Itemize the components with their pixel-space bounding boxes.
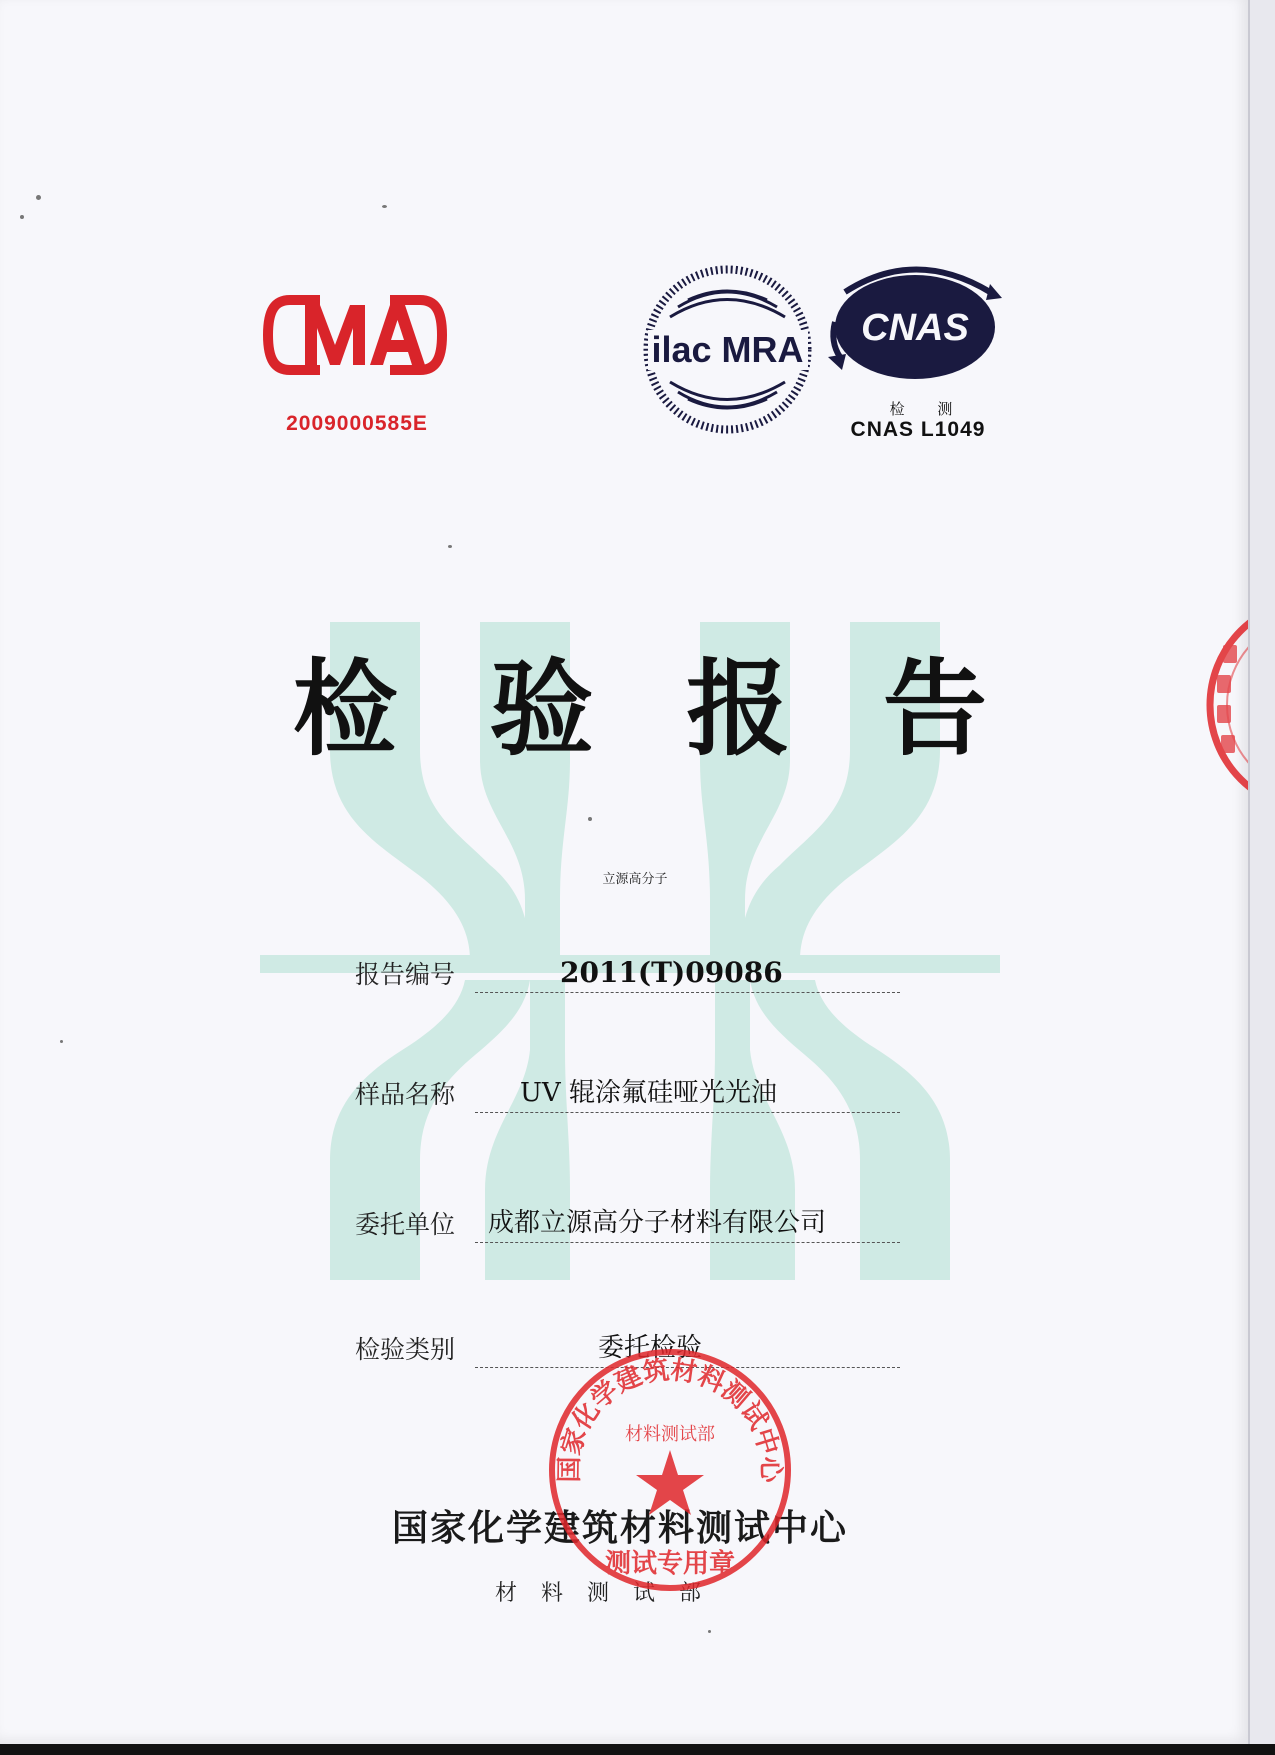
stamp-text: 国家化学建筑材料测试中心 <box>554 1355 786 1483</box>
field-value: UV 辊涂氟硅哑光光油 <box>520 1078 777 1108</box>
field-label: 报告编号 <box>355 960 456 989</box>
title-char: 告 <box>882 647 987 770</box>
cnas-text: CNAS <box>861 307 969 349</box>
field-label: 委托单位 <box>355 1210 456 1239</box>
edge-stamp <box>1195 585 1248 825</box>
title-char: 报 <box>686 647 791 770</box>
field-sample-name <box>355 1075 900 1115</box>
stamp-inner-text: 材料测试部 <box>625 1424 715 1445</box>
department-name: 材料测试部 <box>494 1581 725 1606</box>
report-title <box>290 640 990 770</box>
company-small-label: 立源高分子 <box>602 872 668 887</box>
page-edge-bottom <box>0 1744 1275 1755</box>
field-label: 检验类别 <box>355 1335 456 1364</box>
stamp-bottom-text: 测试专用章 <box>604 1549 736 1579</box>
title-char: 验 <box>489 647 594 770</box>
field-value: 成都立源高分子材料有限公司 <box>488 1208 827 1238</box>
field-underline <box>475 1242 900 1243</box>
cnas-subtitle: 检 测 <box>889 400 967 418</box>
organization-name: 国家化学建筑材料测试中心 <box>391 1508 848 1549</box>
stamp-star-icon <box>636 1450 704 1515</box>
title-char: 检 <box>292 647 397 770</box>
field-value: 2011(T)09086 <box>560 956 783 989</box>
ilac-mra-text: ilac MRA <box>651 329 804 370</box>
field-underline <box>475 992 900 993</box>
field-value: 委托检验 <box>598 1333 703 1363</box>
field-report-number <box>355 955 900 995</box>
official-stamp <box>540 1340 800 1600</box>
cma-logo <box>260 290 450 380</box>
field-client <box>355 1205 900 1245</box>
cnas-logo <box>820 262 1005 392</box>
cnas-code: CNAS L1049 <box>850 418 986 441</box>
ilac-mra-logo <box>640 262 815 437</box>
field-label: 样品名称 <box>355 1080 456 1109</box>
cma-code: 2009000585E <box>286 412 428 435</box>
page-edge-right <box>1248 0 1275 1755</box>
field-underline <box>475 1112 900 1113</box>
